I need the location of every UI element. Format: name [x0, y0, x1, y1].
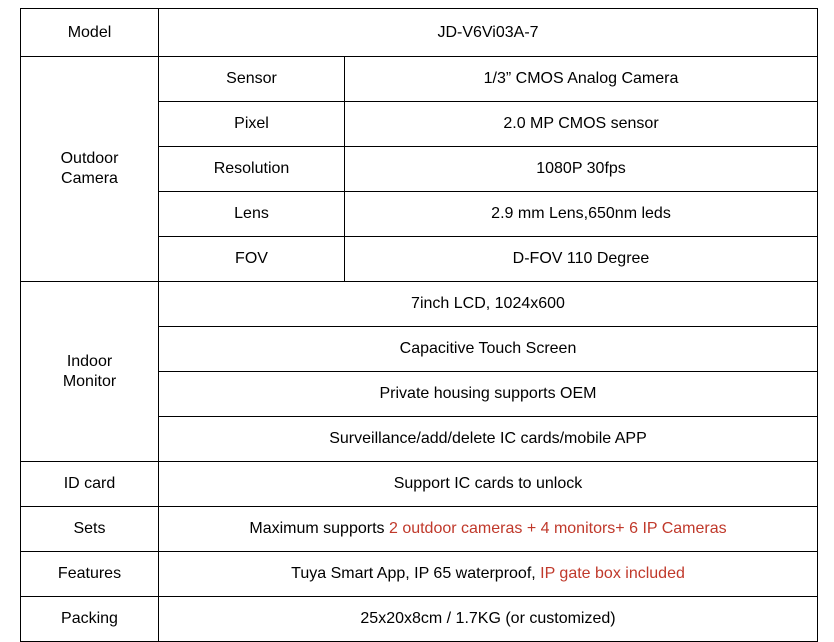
features-value-plain: Tuya Smart App, IP 65 waterproof, [291, 565, 541, 582]
lens-value: 2.9 mm Lens,650nm leds [345, 192, 818, 237]
fov-value: D-FOV 110 Degree [345, 237, 818, 282]
row-indoor-lcd [21, 282, 818, 327]
packing-label: Packing [21, 597, 159, 642]
row-features [21, 552, 818, 597]
sensor-key: Sensor [159, 57, 345, 102]
features-value [159, 552, 818, 597]
pixel-key: Pixel [159, 102, 345, 147]
sensor-value: 1/3” CMOS Analog Camera [345, 57, 818, 102]
indoor-item: Private housing supports OEM [159, 372, 818, 417]
row-id-card [21, 462, 818, 507]
indoor-item: 7inch LCD, 1024x600 [159, 282, 818, 327]
row-model [21, 9, 818, 57]
row-packing [21, 597, 818, 642]
lens-key: Lens [159, 192, 345, 237]
sets-value [159, 507, 818, 552]
sets-label: Sets [21, 507, 159, 552]
packing-value: 25x20x8cm / 1.7KG (or customized) [159, 597, 818, 642]
indoor-monitor-label: Indoor Monitor [21, 282, 159, 462]
pixel-value: 2.0 MP CMOS sensor [345, 102, 818, 147]
sets-value-plain: Maximum supports [249, 520, 389, 537]
row-outdoor-sensor [21, 57, 818, 102]
resolution-value: 1080P 30fps [345, 147, 818, 192]
model-label: Model [21, 9, 159, 57]
features-label: Features [21, 552, 159, 597]
sets-value-highlight: 2 outdoor cameras + 4 monitors+ 6 IP Cameras [388, 520, 727, 537]
outdoor-camera-label: Outdoor Camera [21, 57, 159, 282]
features-value-highlight: IP gate box included [540, 565, 685, 582]
id-card-value: Support IC cards to unlock [159, 462, 818, 507]
id-card-label: ID card [21, 462, 159, 507]
row-sets [21, 507, 818, 552]
indoor-item: Surveillance/add/delete IC cards/mobile APP [159, 417, 818, 462]
indoor-item: Capacitive Touch Screen [159, 327, 818, 372]
model-value: JD-V6Vi03A-7 [159, 9, 818, 57]
fov-key: FOV [159, 237, 345, 282]
resolution-key: Resolution [159, 147, 345, 192]
spec-table [20, 8, 818, 642]
